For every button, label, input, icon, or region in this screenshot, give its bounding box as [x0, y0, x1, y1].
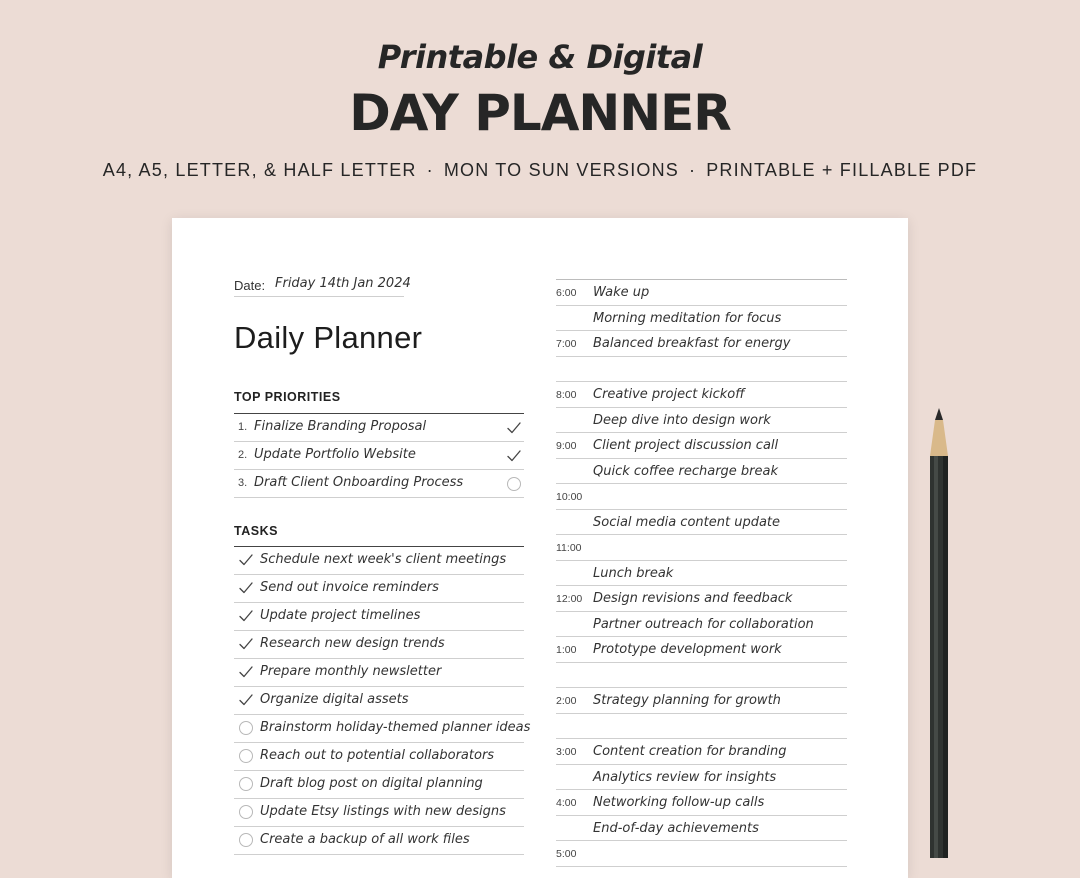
schedule-time: 11:00 [556, 542, 582, 554]
priority-text[interactable]: Finalize Branding Proposal [254, 419, 427, 434]
task-row [234, 575, 524, 603]
schedule-time: 1:00 [556, 644, 577, 656]
schedule-row [556, 816, 847, 842]
schedule-entry[interactable]: Lunch break [593, 565, 674, 581]
task-row [234, 687, 524, 715]
schedule-row [556, 790, 847, 816]
empty-checkbox-icon[interactable] [238, 776, 254, 792]
task-text[interactable]: Update project timelines [260, 608, 421, 623]
task-row [234, 659, 524, 687]
priority-row [234, 442, 524, 470]
schedule-time: 6:00 [556, 287, 577, 299]
schedule-entry[interactable]: Analytics review for insights [593, 769, 777, 785]
task-row [234, 547, 524, 575]
schedule-row [556, 459, 847, 485]
schedule-entry[interactable]: Morning meditation for focus [593, 310, 782, 326]
schedule-entry[interactable]: Quick coffee recharge break [593, 463, 779, 479]
schedule-entry[interactable]: Balanced breakfast for energy [593, 336, 791, 351]
task-row [234, 715, 531, 743]
schedule-time: 4:00 [556, 797, 577, 809]
empty-checkbox-icon[interactable] [238, 748, 254, 764]
schedule-row [556, 739, 847, 765]
task-row [234, 631, 524, 659]
schedule-row [556, 280, 847, 306]
schedule [556, 279, 847, 867]
checkmark-icon[interactable] [238, 664, 254, 680]
schedule-entry[interactable]: Design revisions and feedback [593, 591, 793, 606]
header-title: DAY PLANNER [349, 84, 731, 142]
schedule-time: 8:00 [556, 389, 577, 401]
feature-format: PRINTABLE + FILLABLE PDF [706, 160, 978, 180]
checkmark-icon[interactable] [238, 636, 254, 652]
priority-number: 3. [238, 477, 248, 489]
schedule-row [556, 535, 847, 561]
empty-checkbox-icon[interactable] [238, 832, 254, 848]
schedule-entry[interactable]: End-of-day achievements [593, 820, 759, 836]
tasks-list [234, 546, 531, 855]
task-text[interactable]: Prepare monthly newsletter [260, 664, 442, 679]
tasks-heading: TASKS [234, 524, 278, 538]
schedule-time: 12:00 [556, 593, 583, 605]
schedule-row [556, 306, 847, 332]
header-subtitle: Printable & Digital [377, 38, 703, 76]
schedule-entry[interactable]: Content creation for branding [593, 744, 787, 759]
checkmark-icon[interactable] [506, 448, 522, 464]
schedule-row [556, 841, 847, 867]
priority-number: 2. [238, 449, 248, 461]
schedule-time: 10:00 [556, 491, 583, 503]
schedule-entry[interactable]: Strategy planning for growth [593, 693, 781, 708]
task-row [234, 743, 524, 771]
schedule-row [556, 688, 847, 714]
priority-row [234, 470, 524, 498]
schedule-row [556, 714, 847, 740]
header-features [0, 160, 1080, 181]
checkmark-icon[interactable] [506, 420, 522, 436]
date-field [234, 276, 411, 297]
schedule-entry[interactable]: Creative project kickoff [593, 387, 745, 402]
priorities-list [234, 413, 524, 498]
task-text[interactable]: Create a backup of all work files [260, 832, 470, 847]
schedule-row [556, 612, 847, 638]
schedule-time: 7:00 [556, 338, 577, 350]
page-title: Daily Planner [234, 320, 423, 355]
schedule-row [556, 382, 847, 408]
priority-row [234, 414, 524, 442]
date-label: Date: [234, 278, 266, 293]
checkmark-icon[interactable] [238, 552, 254, 568]
task-row [234, 603, 524, 631]
priorities-heading: TOP PRIORITIES [234, 390, 341, 404]
schedule-time: 3:00 [556, 746, 577, 758]
schedule-row [556, 408, 847, 434]
schedule-row [556, 586, 847, 612]
feature-separator: · [689, 160, 697, 180]
schedule-entry[interactable]: Deep dive into design work [593, 412, 771, 428]
schedule-entry[interactable]: Client project discussion call [593, 438, 779, 453]
schedule-time: 5:00 [556, 848, 577, 860]
empty-checkbox-icon[interactable] [238, 720, 254, 736]
schedule-entry[interactable]: Networking follow-up calls [593, 795, 765, 810]
checkmark-icon[interactable] [238, 692, 254, 708]
schedule-row [556, 637, 847, 663]
task-text[interactable]: Schedule next week's client meetings [260, 552, 507, 567]
task-row [234, 771, 524, 799]
feature-separator: · [426, 160, 434, 180]
schedule-row [556, 765, 847, 791]
schedule-row [556, 561, 847, 587]
pencil-icon [926, 408, 952, 858]
checkmark-icon[interactable] [238, 580, 254, 596]
schedule-row [556, 663, 847, 689]
task-text[interactable]: Research new design trends [260, 636, 445, 651]
task-text[interactable]: Brainstorm holiday-themed planner ideas [260, 720, 531, 735]
schedule-row [556, 510, 847, 536]
task-text[interactable]: Send out invoice reminders [260, 580, 439, 595]
schedule-entry[interactable]: Social media content update [593, 514, 781, 530]
schedule-entry[interactable]: Partner outreach for collaboration [593, 616, 814, 632]
priority-text[interactable]: Draft Client Onboarding Process [254, 475, 464, 490]
schedule-time: 2:00 [556, 695, 577, 707]
task-text[interactable]: Organize digital assets [260, 692, 409, 707]
schedule-row [556, 331, 847, 357]
feature-versions: MON TO SUN VERSIONS [443, 160, 679, 180]
schedule-row [556, 484, 847, 510]
empty-checkbox-icon[interactable] [238, 804, 254, 820]
task-row [234, 799, 524, 827]
priority-text[interactable]: Update Portfolio Website [254, 447, 416, 462]
empty-checkbox-icon[interactable] [506, 476, 522, 492]
schedule-time: 9:00 [556, 440, 577, 452]
task-text[interactable]: Draft blog post on digital planning [260, 776, 483, 791]
planner-page [172, 218, 908, 878]
checkmark-icon[interactable] [238, 608, 254, 624]
task-text[interactable]: Reach out to potential collaborators [260, 748, 495, 763]
schedule-row [556, 357, 847, 383]
schedule-entry[interactable]: Wake up [593, 285, 650, 300]
priority-number: 1. [238, 421, 248, 433]
date-value: Friday 14th Jan 2024 [275, 276, 411, 291]
schedule-row [556, 433, 847, 459]
task-text[interactable]: Update Etsy listings with new designs [260, 804, 506, 819]
task-row [234, 827, 524, 855]
schedule-entry[interactable]: Prototype development work [593, 642, 782, 657]
feature-sizes: A4, A5, LETTER, & HALF LETTER [102, 160, 417, 180]
